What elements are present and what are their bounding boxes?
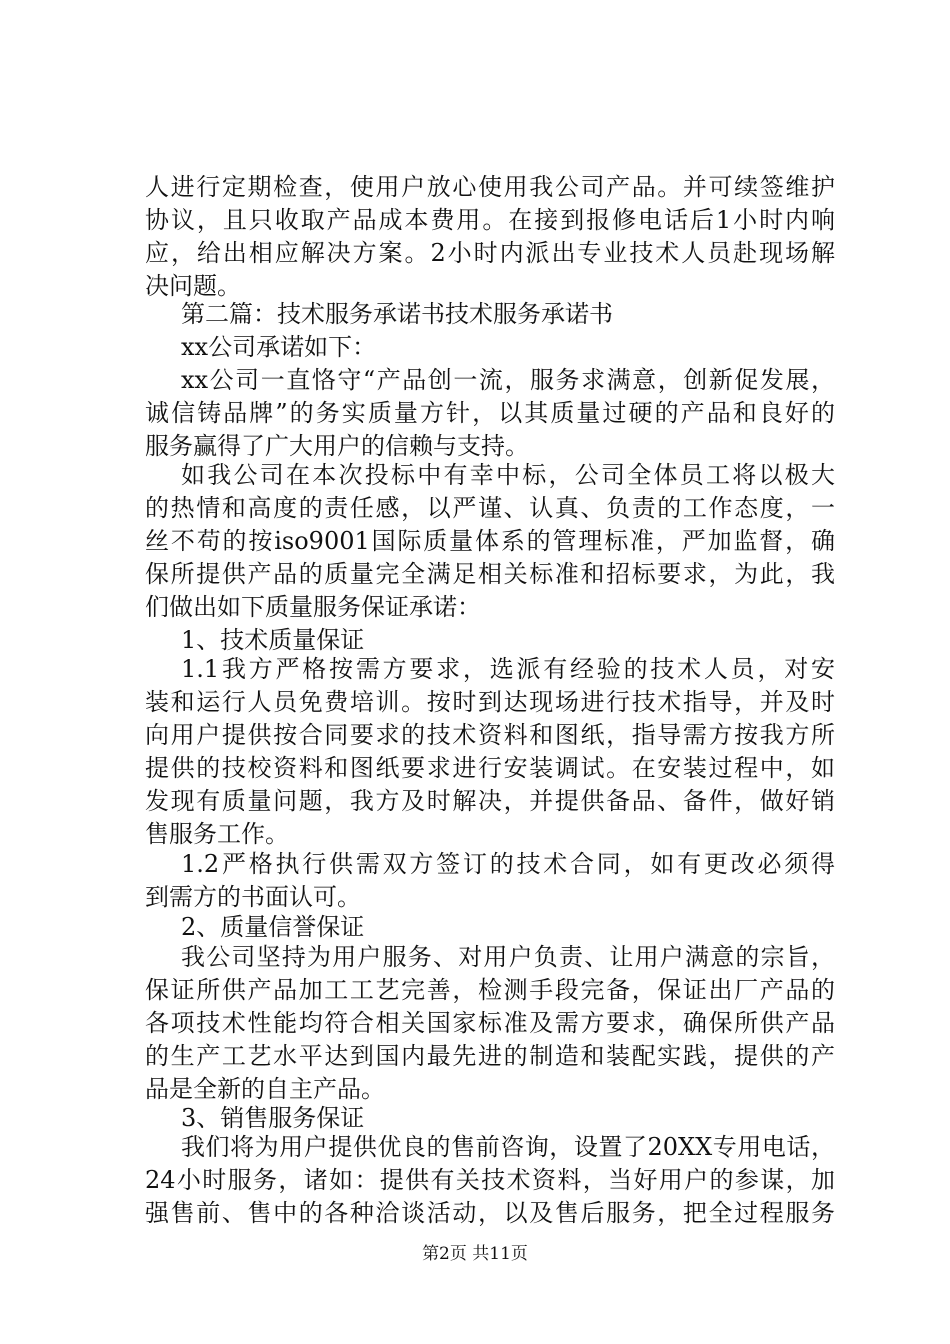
- body-line: 丝不苟的按iso9001国际质量体系的管理标准，严加监督，确: [145, 527, 835, 555]
- body-line: 如我公司在本次投标中有幸中标，公司全体员工将以极大: [181, 461, 835, 489]
- body-line: 服务赢得了广大用户的信赖与支持。: [145, 432, 529, 460]
- body-line: xx公司一直恪守“产品创一流，服务求满意，创新促发展，: [181, 366, 835, 394]
- body-line: 我公司坚持为用户服务、对用户负责、让用户满意的宗旨，: [181, 943, 835, 971]
- body-line: 强售前、售中的各种洽谈活动，以及售后服务，把全过程服务: [145, 1199, 835, 1227]
- subsection-heading: 3、销售服务保证: [181, 1104, 365, 1132]
- body-line: 发现有质量问题，我方及时解决，并提供备品、备件，做好销: [145, 787, 835, 815]
- body-line: 装和运行人员免费培训。按时到达现场进行技术指导，并及时: [145, 688, 835, 716]
- body-line: 1.1我方严格按需方要求，选派有经验的技术人员，对安: [181, 655, 835, 683]
- subsection-heading: 2、质量信誉保证: [181, 913, 365, 941]
- body-line: 协议，且只收取产品成本费用。在接到报修电话后1小时内响: [145, 206, 835, 234]
- body-line: 各项技术性能均符合相关国家标准及需方要求，确保所供产品: [145, 1009, 835, 1037]
- body-line: 诚信铸品牌”的务实质量方针，以其质量过硬的产品和良好的: [145, 399, 835, 427]
- body-line: 保证所供产品加工工艺完善，检测手段完备，保证出厂产品的: [145, 976, 835, 1004]
- body-line: 我们将为用户提供优良的售前咨询，设置了20XX专用电话，: [181, 1133, 835, 1161]
- subsection-heading: 1、技术质量保证: [181, 626, 365, 654]
- body-line: xx公司承诺如下：: [181, 333, 377, 361]
- body-line: 的生产工艺水平达到国内最先进的制造和装配实践，提供的产: [145, 1042, 835, 1070]
- body-line: 应，给出相应解决方案。2小时内派出专业技术人员赴现场解: [145, 239, 835, 267]
- body-line: 的热情和高度的责任感，以严谨、认真、负责的工作态度，一: [145, 494, 835, 522]
- body-line: 提供的技校资料和图纸要求进行安装调试。在安装过程中，如: [145, 754, 835, 782]
- body-line: 到需方的书面认可。: [145, 883, 361, 911]
- body-line: 向用户提供按合同要求的技术资料和图纸，指导需方按我方所: [145, 721, 835, 749]
- body-line: 1.2严格执行供需双方签订的技术合同，如有更改必须得: [181, 850, 835, 878]
- body-line: 保所提供产品的质量完全满足相关标准和招标要求，为此，我: [145, 560, 835, 588]
- body-line: 售服务工作。: [145, 820, 289, 848]
- section-heading: 第二篇：技术服务承诺书技术服务承诺书: [181, 300, 613, 328]
- body-line: 们做出如下质量服务保证承诺：: [145, 593, 481, 621]
- body-line: 品是全新的自主产品。: [145, 1075, 385, 1103]
- body-line: 人进行定期检查，使用户放心使用我公司产品。并可续签维护: [145, 173, 835, 201]
- body-line: 决问题。: [145, 272, 241, 300]
- body-line: 24小时服务，诸如：提供有关技术资料，当好用户的参谋，加: [145, 1166, 835, 1194]
- page-number-footer: 第2页 共11页: [422, 1244, 528, 1264]
